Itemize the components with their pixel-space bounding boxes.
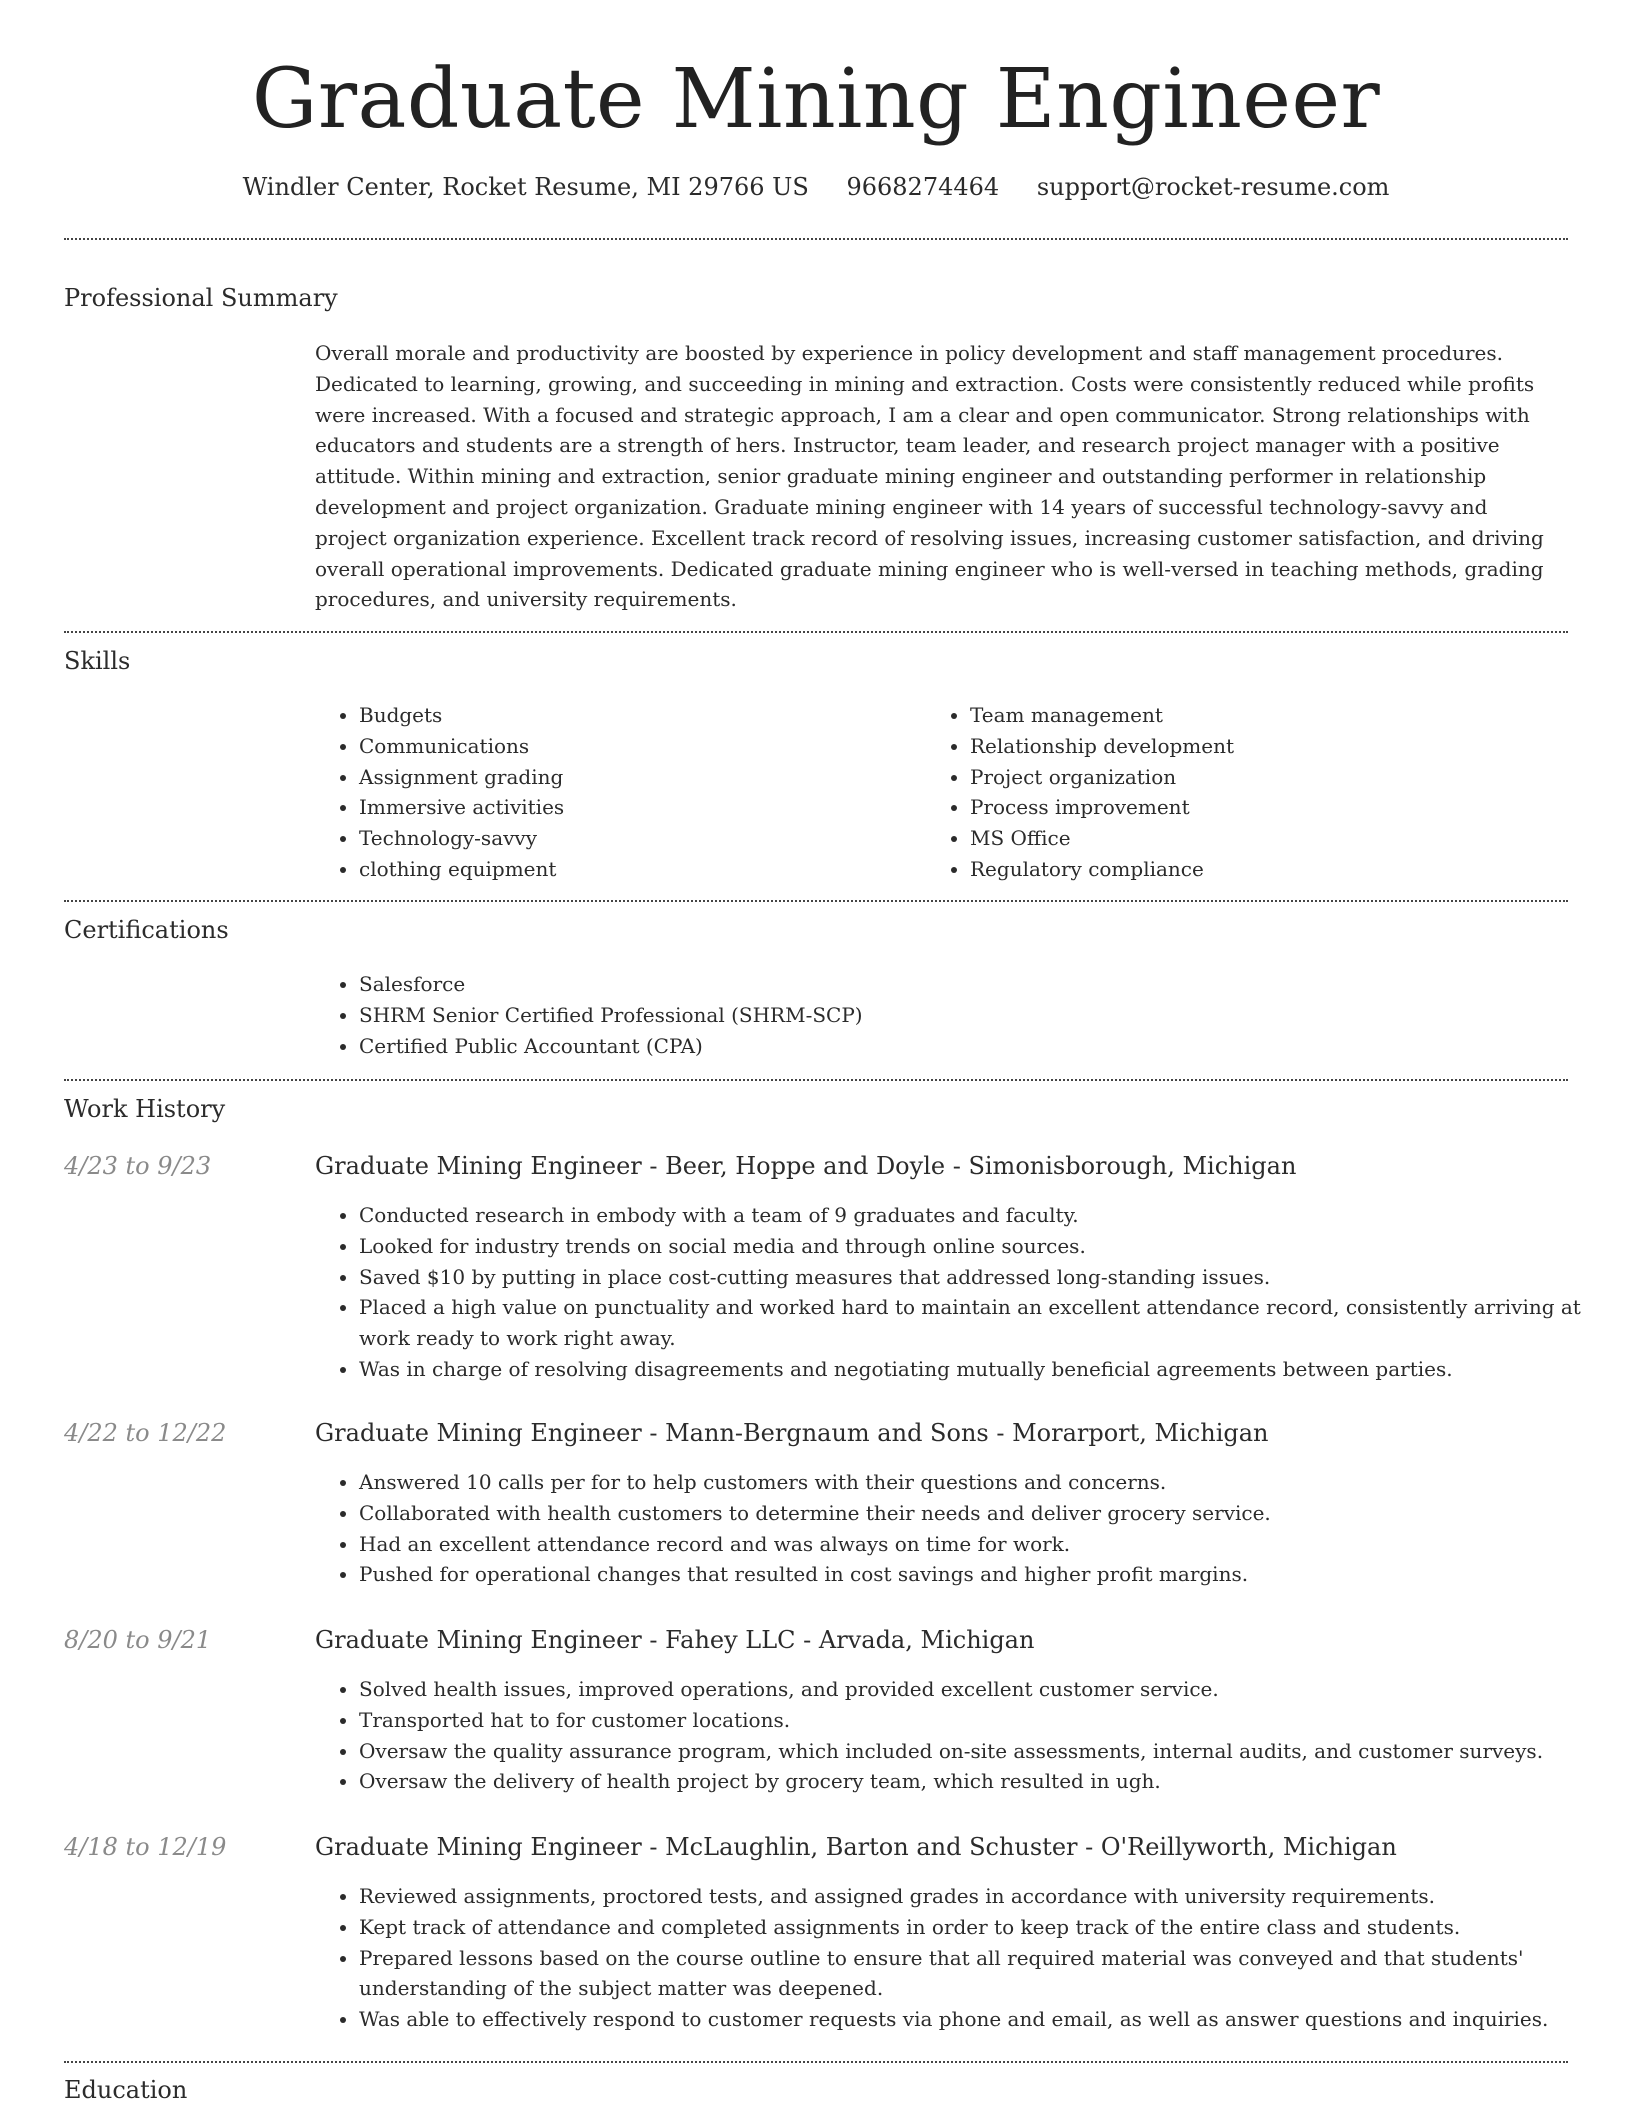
job-bullet: • Oversaw the delivery of health project by grocery team, which resulted in ugh.: [359, 1766, 1599, 1797]
job-bullet: • Oversaw the quality assurance program, which included on-site assessments, internal audits, and customer surveys.: [359, 1736, 1599, 1767]
contact-line: [0, 170, 1632, 204]
skill-item: • MS Office: [970, 823, 1590, 854]
job-bullet: • Pushed for operational changes that resulted in cost savings and higher profit margins.: [359, 1559, 1589, 1590]
job-bullet: • Saved $10 by putting in place cost-cutting measures that addressed long-standing issues.: [359, 1262, 1589, 1293]
skill-item: • Budgets: [359, 700, 929, 731]
skill-item: • Relationship development: [970, 731, 1590, 762]
job-bullet: • Prepared lessons based on the course outline to ensure that all required material was conveyed and that students' understanding of the subject matter was deepened.: [359, 1943, 1594, 2005]
certification-item: • Salesforce: [359, 969, 1559, 1000]
section-divider: [64, 1079, 1568, 1081]
job-dates: 4/18 to 12/19: [64, 1833, 227, 1861]
work-history-heading: Work History: [64, 1095, 226, 1123]
job-bullet: • Collaborated with health customers to determine their needs and deliver grocery service.: [359, 1498, 1589, 1529]
job-title: Graduate Mining Engineer - McLaughlin, Barton and Schuster - O'Reillyworth, Michigan: [315, 1833, 1397, 1861]
job-bullet: • Was able to effectively respond to customer requests via phone and email, as well as answer questions and inquiries.: [359, 2004, 1594, 2035]
job-bullet: • Answered 10 calls per for to help customers with their questions and concerns.: [359, 1467, 1589, 1498]
section-divider: [64, 631, 1568, 633]
section-divider: [64, 2061, 1568, 2063]
skills-list-right: [926, 700, 1590, 885]
job-bullet: • Was in charge of resolving disagreements and negotiating mutually beneficial agreements between parties.: [359, 1354, 1589, 1385]
skill-item: • Assignment grading: [359, 762, 929, 793]
job-title: Graduate Mining Engineer - Beer, Hoppe and Doyle - Simonisborough, Michigan: [315, 1152, 1297, 1180]
job-title: Graduate Mining Engineer - Fahey LLC - Arvada, Michigan: [315, 1626, 1035, 1654]
contact-email[interactable]: support@rocket-resume.com: [1036, 173, 1390, 201]
certifications-list: [315, 969, 1559, 1061]
skill-item: • Project organization: [970, 762, 1590, 793]
skill-item: • Team management: [970, 700, 1590, 731]
job-bullets: [315, 1881, 1594, 2035]
job-dates: 4/23 to 9/23: [64, 1152, 212, 1180]
job-bullet: • Kept track of attendance and completed assignments in order to keep track of the entire class and students.: [359, 1912, 1594, 1943]
job-bullet: • Reviewed assignments, proctored tests, and assigned grades in accordance with university requirements.: [359, 1881, 1594, 1912]
skill-item: • Technology-savvy: [359, 823, 929, 854]
skills-list-left: [315, 700, 929, 885]
skill-item: • Process improvement: [970, 792, 1590, 823]
section-divider: [64, 900, 1568, 902]
job-bullet: • Placed a high value on punctuality and worked hard to maintain an excellent attendance record, consistently arriving at work ready to work right away.: [359, 1292, 1589, 1354]
contact-phone: 9668274464: [846, 173, 1000, 201]
job-bullets: [315, 1467, 1589, 1590]
summary-heading: Professional Summary: [64, 284, 338, 312]
job-bullet: • Transported hat to for customer locations.: [359, 1705, 1599, 1736]
skills-heading: Skills: [64, 647, 131, 675]
job-bullets: [315, 1200, 1589, 1385]
skill-item: • Communications: [359, 731, 929, 762]
certification-item: • Certified Public Accountant (CPA): [359, 1031, 1559, 1062]
job-bullet: • Conducted research in embody with a team of 9 graduates and faculty.: [359, 1200, 1589, 1231]
skill-item: • clothing equipment: [359, 854, 929, 885]
job-dates: 4/22 to 12/22: [64, 1419, 227, 1447]
skill-item: • Regulatory compliance: [970, 854, 1590, 885]
job-bullet: • Looked for industry trends on social media and through online sources.: [359, 1231, 1589, 1262]
section-divider: [64, 238, 1568, 240]
job-title: Graduate Mining Engineer - Mann-Bergnaum and Sons - Morarport, Michigan: [315, 1419, 1269, 1447]
education-heading: Education: [64, 2076, 188, 2104]
job-dates: 8/20 to 9/21: [64, 1626, 212, 1654]
certifications-heading: Certifications: [64, 916, 229, 944]
job-bullet: • Solved health issues, improved operations, and provided excellent customer service.: [359, 1674, 1599, 1705]
skill-item: • Immersive activities: [359, 792, 929, 823]
certification-item: • SHRM Senior Certified Professional (SHRM-SCP): [359, 1000, 1559, 1031]
resume-name: Graduate Mining Engineer: [251, 52, 1381, 147]
summary-text: Overall morale and productivity are boosted by experience in policy development and staff management procedures. Dedicated to learning, growing, and succeeding in mining and extraction. Costs were consistently reduced while profits were increased. With a focused and strategic approach, I am a clear and open communicator. Strong relationships with educators and students are a strength of hers. Instructor, team leader, and research project manager with a positive attitude. Within mining and extraction, senior graduate mining engineer and outstanding performer in relationship development and project organization. Graduate mining engineer with 14 years of successful technology-savvy and project organization experience. Excellent track record of resolving issues, increasing customer satisfaction, and driving overall operational improvements. Dedicated graduate mining engineer who is well-versed in teaching methods, grading procedures, and university requirements.: [315, 341, 1544, 612]
job-bullets: [315, 1674, 1599, 1797]
contact-address: Windler Center, Rocket Resume, MI 29766 US: [242, 173, 809, 201]
job-bullet: • Had an excellent attendance record and was always on time for work.: [359, 1529, 1589, 1560]
